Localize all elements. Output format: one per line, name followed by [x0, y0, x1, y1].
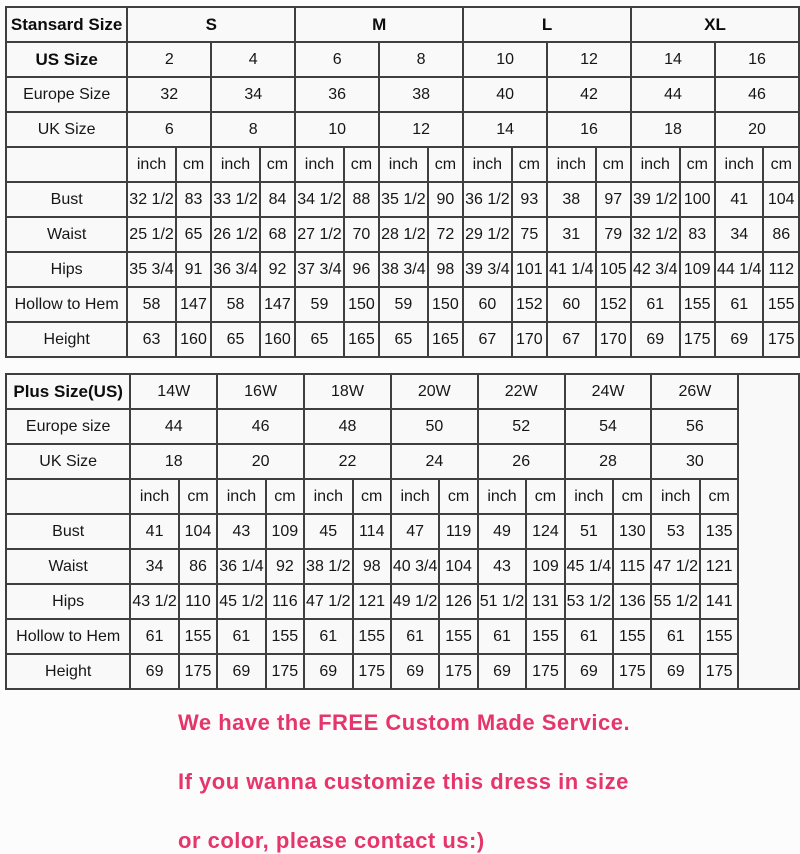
unit-header-cell: inch	[651, 479, 699, 514]
unit-header-cell: inch	[463, 147, 511, 182]
measure-value-cell: 175	[700, 654, 738, 689]
row-label-cell: Europe size	[6, 409, 130, 444]
measure-value-cell: 70	[344, 217, 379, 252]
measure-value-cell: 58	[211, 287, 259, 322]
unit-header-cell: cm	[344, 147, 379, 182]
size-value-cell: 26	[478, 444, 565, 479]
measure-value-cell: 69	[391, 654, 439, 689]
measure-value-cell: 47 1/2	[651, 549, 699, 584]
size-value-cell: 56	[651, 409, 738, 444]
measure-value-cell: 110	[179, 584, 217, 619]
measure-value-cell: 160	[176, 322, 211, 357]
table-row	[6, 584, 799, 619]
measure-value-cell: 160	[260, 322, 295, 357]
note-line-2: If you wanna customize this dress in size	[178, 769, 629, 794]
unit-header-cell: inch	[478, 479, 526, 514]
plus-size-table	[5, 373, 800, 690]
table-row	[6, 7, 799, 42]
size-header-cell: M	[295, 7, 463, 42]
measure-value-cell: 136	[613, 584, 651, 619]
unit-header-cell: cm	[176, 147, 211, 182]
size-value-cell: 8	[211, 112, 295, 147]
measure-value-cell: 60	[547, 287, 595, 322]
measure-value-cell: 59	[379, 287, 427, 322]
size-value-cell: 12	[379, 112, 463, 147]
table-row	[6, 619, 799, 654]
measure-value-cell: 175	[353, 654, 391, 689]
measure-value-cell: 84	[260, 182, 295, 217]
unit-header-cell: cm	[439, 479, 477, 514]
measure-value-cell: 41	[130, 514, 178, 549]
measure-value-cell: 41 1/4	[547, 252, 595, 287]
measure-value-cell: 170	[512, 322, 547, 357]
measure-value-cell: 55 1/2	[651, 584, 699, 619]
measure-value-cell: 98	[428, 252, 463, 287]
measure-value-cell: 67	[463, 322, 511, 357]
measure-value-cell: 43	[478, 549, 526, 584]
row-label-cell: Hips	[6, 252, 127, 287]
unit-header-cell: inch	[304, 479, 352, 514]
measure-value-cell: 45 1/4	[565, 549, 613, 584]
table-row	[6, 409, 799, 444]
measure-value-cell: 91	[176, 252, 211, 287]
table-row	[6, 549, 799, 584]
size-value-cell: 36	[295, 77, 379, 112]
measure-value-cell: 51 1/2	[478, 584, 526, 619]
row-label-cell: Bust	[6, 514, 130, 549]
measure-value-cell: 98	[353, 549, 391, 584]
measure-value-cell: 104	[179, 514, 217, 549]
measure-value-cell: 36 3/4	[211, 252, 259, 287]
size-value-cell: 32	[127, 77, 211, 112]
size-value-cell: 24	[391, 444, 478, 479]
measure-value-cell: 69	[631, 322, 679, 357]
measure-value-cell: 170	[596, 322, 631, 357]
measure-value-cell: 155	[526, 619, 564, 654]
size-value-cell: 10	[463, 42, 547, 77]
measure-value-cell: 33 1/2	[211, 182, 259, 217]
measure-value-cell: 83	[176, 182, 211, 217]
measure-value-cell: 92	[260, 252, 295, 287]
size-value-cell: 18	[631, 112, 715, 147]
row-label-cell: UK Size	[6, 112, 127, 147]
custom-service-note	[178, 710, 800, 854]
measure-value-cell: 175	[613, 654, 651, 689]
measure-value-cell: 88	[344, 182, 379, 217]
unit-header-cell: cm	[353, 479, 391, 514]
size-value-cell: 48	[304, 409, 391, 444]
measure-value-cell: 25 1/2	[127, 217, 175, 252]
measure-value-cell: 65	[295, 322, 343, 357]
measure-value-cell: 93	[512, 182, 547, 217]
measure-value-cell: 65	[379, 322, 427, 357]
measure-value-cell: 131	[526, 584, 564, 619]
size-value-cell: 20	[217, 444, 304, 479]
measure-value-cell: 101	[512, 252, 547, 287]
measure-value-cell: 28 1/2	[379, 217, 427, 252]
measure-value-cell: 61	[565, 619, 613, 654]
measure-value-cell: 43 1/2	[130, 584, 178, 619]
unit-header-cell: cm	[680, 147, 715, 182]
measure-value-cell: 61	[391, 619, 439, 654]
unit-header-cell: inch	[391, 479, 439, 514]
measure-value-cell: 69	[651, 654, 699, 689]
measure-value-cell: 38 3/4	[379, 252, 427, 287]
measure-value-cell: 49 1/2	[391, 584, 439, 619]
standard-size-table	[5, 6, 800, 358]
measure-value-cell: 150	[344, 287, 379, 322]
unit-header-cell: cm	[700, 479, 738, 514]
measure-value-cell: 152	[596, 287, 631, 322]
measure-value-cell: 38 1/2	[304, 549, 352, 584]
row-label-cell: Waist	[6, 549, 130, 584]
size-value-cell: 18	[130, 444, 217, 479]
unit-header-cell: inch	[295, 147, 343, 182]
measure-value-cell: 60	[463, 287, 511, 322]
size-value-cell: 6	[127, 112, 211, 147]
measure-value-cell: 69	[304, 654, 352, 689]
measure-value-cell: 35 3/4	[127, 252, 175, 287]
measure-value-cell: 65	[176, 217, 211, 252]
measure-value-cell: 86	[763, 217, 799, 252]
table-row	[6, 479, 799, 514]
table-row	[6, 654, 799, 689]
size-header-cell: 16W	[217, 374, 304, 409]
measure-value-cell: 53 1/2	[565, 584, 613, 619]
measure-value-cell: 39 3/4	[463, 252, 511, 287]
measure-value-cell: 155	[680, 287, 715, 322]
measure-value-cell: 124	[526, 514, 564, 549]
size-header-cell: S	[127, 7, 295, 42]
measure-value-cell: 38	[547, 182, 595, 217]
row-label-cell: Height	[6, 322, 127, 357]
measure-value-cell: 150	[428, 287, 463, 322]
measure-value-cell: 165	[428, 322, 463, 357]
size-value-cell: 12	[547, 42, 631, 77]
unit-header-cell: cm	[596, 147, 631, 182]
measure-value-cell: 130	[613, 514, 651, 549]
measure-value-cell: 147	[260, 287, 295, 322]
measure-value-cell: 155	[613, 619, 651, 654]
size-value-cell: 10	[295, 112, 379, 147]
size-value-cell: 6	[295, 42, 379, 77]
measure-value-cell: 42 3/4	[631, 252, 679, 287]
size-value-cell: 42	[547, 77, 631, 112]
measure-value-cell: 68	[260, 217, 295, 252]
measure-value-cell: 47 1/2	[304, 584, 352, 619]
measure-value-cell: 109	[266, 514, 304, 549]
size-value-cell: 50	[391, 409, 478, 444]
size-value-cell: 14	[463, 112, 547, 147]
measure-value-cell: 114	[353, 514, 391, 549]
unit-header-cell: inch	[631, 147, 679, 182]
measure-value-cell: 141	[700, 584, 738, 619]
unit-header-cell: inch	[127, 147, 175, 182]
measure-value-cell: 96	[344, 252, 379, 287]
measure-value-cell: 63	[127, 322, 175, 357]
unit-header-cell: inch	[715, 147, 763, 182]
size-value-cell: 4	[211, 42, 295, 77]
measure-value-cell: 61	[631, 287, 679, 322]
measure-value-cell: 69	[715, 322, 763, 357]
size-header-cell: 26W	[651, 374, 738, 409]
measure-value-cell: 34 1/2	[295, 182, 343, 217]
unit-header-cell: cm	[260, 147, 295, 182]
note-line-3: or color, please contact us:)	[178, 828, 485, 853]
table-row	[6, 77, 799, 112]
measure-value-cell: 155	[179, 619, 217, 654]
row-label-cell: Plus Size(US)	[6, 374, 130, 409]
size-value-cell: 14	[631, 42, 715, 77]
measure-value-cell: 26 1/2	[211, 217, 259, 252]
size-value-cell: 34	[211, 77, 295, 112]
measure-value-cell: 61	[304, 619, 352, 654]
measure-value-cell: 47	[391, 514, 439, 549]
measure-value-cell: 119	[439, 514, 477, 549]
measure-value-cell: 37 3/4	[295, 252, 343, 287]
size-header-cell: 22W	[478, 374, 565, 409]
measure-value-cell: 155	[353, 619, 391, 654]
measure-value-cell: 86	[179, 549, 217, 584]
row-label-cell: Waist	[6, 217, 127, 252]
size-value-cell: 30	[651, 444, 738, 479]
table-row	[6, 112, 799, 147]
size-header-cell: L	[463, 7, 631, 42]
measure-value-cell: 104	[763, 182, 799, 217]
unit-header-cell: inch	[379, 147, 427, 182]
row-label-cell: Stansard Size	[6, 7, 127, 42]
row-label-cell: Europe Size	[6, 77, 127, 112]
measure-value-cell: 165	[344, 322, 379, 357]
measure-value-cell: 72	[428, 217, 463, 252]
measure-value-cell: 61	[217, 619, 265, 654]
measure-value-cell: 69	[217, 654, 265, 689]
unit-header-cell: cm	[763, 147, 799, 182]
table-row	[6, 444, 799, 479]
measure-value-cell: 75	[512, 217, 547, 252]
measure-value-cell: 49	[478, 514, 526, 549]
measure-value-cell: 121	[353, 584, 391, 619]
row-label-cell: US Size	[6, 42, 127, 77]
empty-label-cell	[6, 147, 127, 182]
measure-value-cell: 39 1/2	[631, 182, 679, 217]
measure-value-cell: 147	[176, 287, 211, 322]
table-row	[6, 147, 799, 182]
measure-value-cell: 175	[680, 322, 715, 357]
measure-value-cell: 27 1/2	[295, 217, 343, 252]
measure-value-cell: 79	[596, 217, 631, 252]
row-label-cell: Hips	[6, 584, 130, 619]
measure-value-cell: 61	[130, 619, 178, 654]
unit-header-cell: inch	[565, 479, 613, 514]
measure-value-cell: 155	[763, 287, 799, 322]
size-value-cell: 52	[478, 409, 565, 444]
measure-value-cell: 35 1/2	[379, 182, 427, 217]
measure-value-cell: 44 1/4	[715, 252, 763, 287]
measure-value-cell: 175	[266, 654, 304, 689]
row-label-cell: UK Size	[6, 444, 130, 479]
measure-value-cell: 175	[439, 654, 477, 689]
measure-value-cell: 34	[130, 549, 178, 584]
measure-value-cell: 109	[680, 252, 715, 287]
table-row	[6, 322, 799, 357]
measure-value-cell: 175	[179, 654, 217, 689]
size-value-cell: 38	[379, 77, 463, 112]
measure-value-cell: 67	[547, 322, 595, 357]
measure-value-cell: 152	[512, 287, 547, 322]
measure-value-cell: 36 1/4	[217, 549, 265, 584]
table-row	[6, 42, 799, 77]
size-value-cell: 54	[565, 409, 652, 444]
note-line-1: We have the FREE Custom Made Service.	[178, 710, 631, 735]
table-row	[6, 374, 799, 409]
table-row	[6, 252, 799, 287]
measure-value-cell: 90	[428, 182, 463, 217]
measure-value-cell: 32 1/2	[127, 182, 175, 217]
measure-value-cell: 53	[651, 514, 699, 549]
measure-value-cell: 112	[763, 252, 799, 287]
size-header-cell: XL	[631, 7, 799, 42]
measure-value-cell: 83	[680, 217, 715, 252]
size-header-cell: 18W	[304, 374, 391, 409]
measure-value-cell: 116	[266, 584, 304, 619]
size-value-cell: 46	[217, 409, 304, 444]
size-value-cell: 22	[304, 444, 391, 479]
measure-value-cell: 36 1/2	[463, 182, 511, 217]
unit-header-cell: inch	[211, 147, 259, 182]
measure-value-cell: 92	[266, 549, 304, 584]
size-value-cell: 44	[130, 409, 217, 444]
table-row	[6, 217, 799, 252]
size-value-cell: 40	[463, 77, 547, 112]
size-value-cell: 20	[715, 112, 799, 147]
size-value-cell: 16	[715, 42, 799, 77]
measure-value-cell: 34	[715, 217, 763, 252]
measure-value-cell: 32 1/2	[631, 217, 679, 252]
size-value-cell: 46	[715, 77, 799, 112]
measure-value-cell: 105	[596, 252, 631, 287]
size-value-cell: 2	[127, 42, 211, 77]
table-row	[6, 287, 799, 322]
measure-value-cell: 135	[700, 514, 738, 549]
measure-value-cell: 69	[478, 654, 526, 689]
row-label-cell: Hollow to Hem	[6, 287, 127, 322]
row-label-cell: Bust	[6, 182, 127, 217]
measure-value-cell: 97	[596, 182, 631, 217]
measure-value-cell: 61	[651, 619, 699, 654]
size-header-cell: 24W	[565, 374, 652, 409]
unit-header-cell: cm	[179, 479, 217, 514]
measure-value-cell: 104	[439, 549, 477, 584]
unit-header-cell: cm	[512, 147, 547, 182]
unit-header-cell: cm	[526, 479, 564, 514]
measure-value-cell: 155	[439, 619, 477, 654]
unit-header-cell: cm	[266, 479, 304, 514]
unit-header-cell: inch	[130, 479, 178, 514]
measure-value-cell: 65	[211, 322, 259, 357]
measure-value-cell: 29 1/2	[463, 217, 511, 252]
measure-value-cell: 155	[700, 619, 738, 654]
unit-header-cell: inch	[547, 147, 595, 182]
measure-value-cell: 175	[763, 322, 799, 357]
size-header-cell: 14W	[130, 374, 217, 409]
measure-value-cell: 69	[130, 654, 178, 689]
size-value-cell: 28	[565, 444, 652, 479]
measure-value-cell: 59	[295, 287, 343, 322]
unit-header-cell: cm	[613, 479, 651, 514]
measure-value-cell: 69	[565, 654, 613, 689]
size-value-cell: 16	[547, 112, 631, 147]
measure-value-cell: 175	[526, 654, 564, 689]
size-value-cell: 44	[631, 77, 715, 112]
measure-value-cell: 115	[613, 549, 651, 584]
measure-value-cell: 126	[439, 584, 477, 619]
measure-value-cell: 51	[565, 514, 613, 549]
measure-value-cell: 40 3/4	[391, 549, 439, 584]
measure-value-cell: 100	[680, 182, 715, 217]
row-label-cell: Height	[6, 654, 130, 689]
table-row	[6, 514, 799, 549]
measure-value-cell: 45 1/2	[217, 584, 265, 619]
row-label-cell: Hollow to Hem	[6, 619, 130, 654]
measure-value-cell: 155	[266, 619, 304, 654]
measure-value-cell: 58	[127, 287, 175, 322]
unit-header-cell: inch	[217, 479, 265, 514]
size-header-cell: 20W	[391, 374, 478, 409]
measure-value-cell: 61	[715, 287, 763, 322]
table-row	[6, 182, 799, 217]
measure-value-cell: 31	[547, 217, 595, 252]
measure-value-cell: 61	[478, 619, 526, 654]
measure-value-cell: 45	[304, 514, 352, 549]
unit-header-cell: cm	[428, 147, 463, 182]
measure-value-cell: 43	[217, 514, 265, 549]
empty-cell	[738, 374, 799, 689]
measure-value-cell: 121	[700, 549, 738, 584]
size-value-cell: 8	[379, 42, 463, 77]
empty-label-cell	[6, 479, 130, 514]
measure-value-cell: 109	[526, 549, 564, 584]
measure-value-cell: 41	[715, 182, 763, 217]
